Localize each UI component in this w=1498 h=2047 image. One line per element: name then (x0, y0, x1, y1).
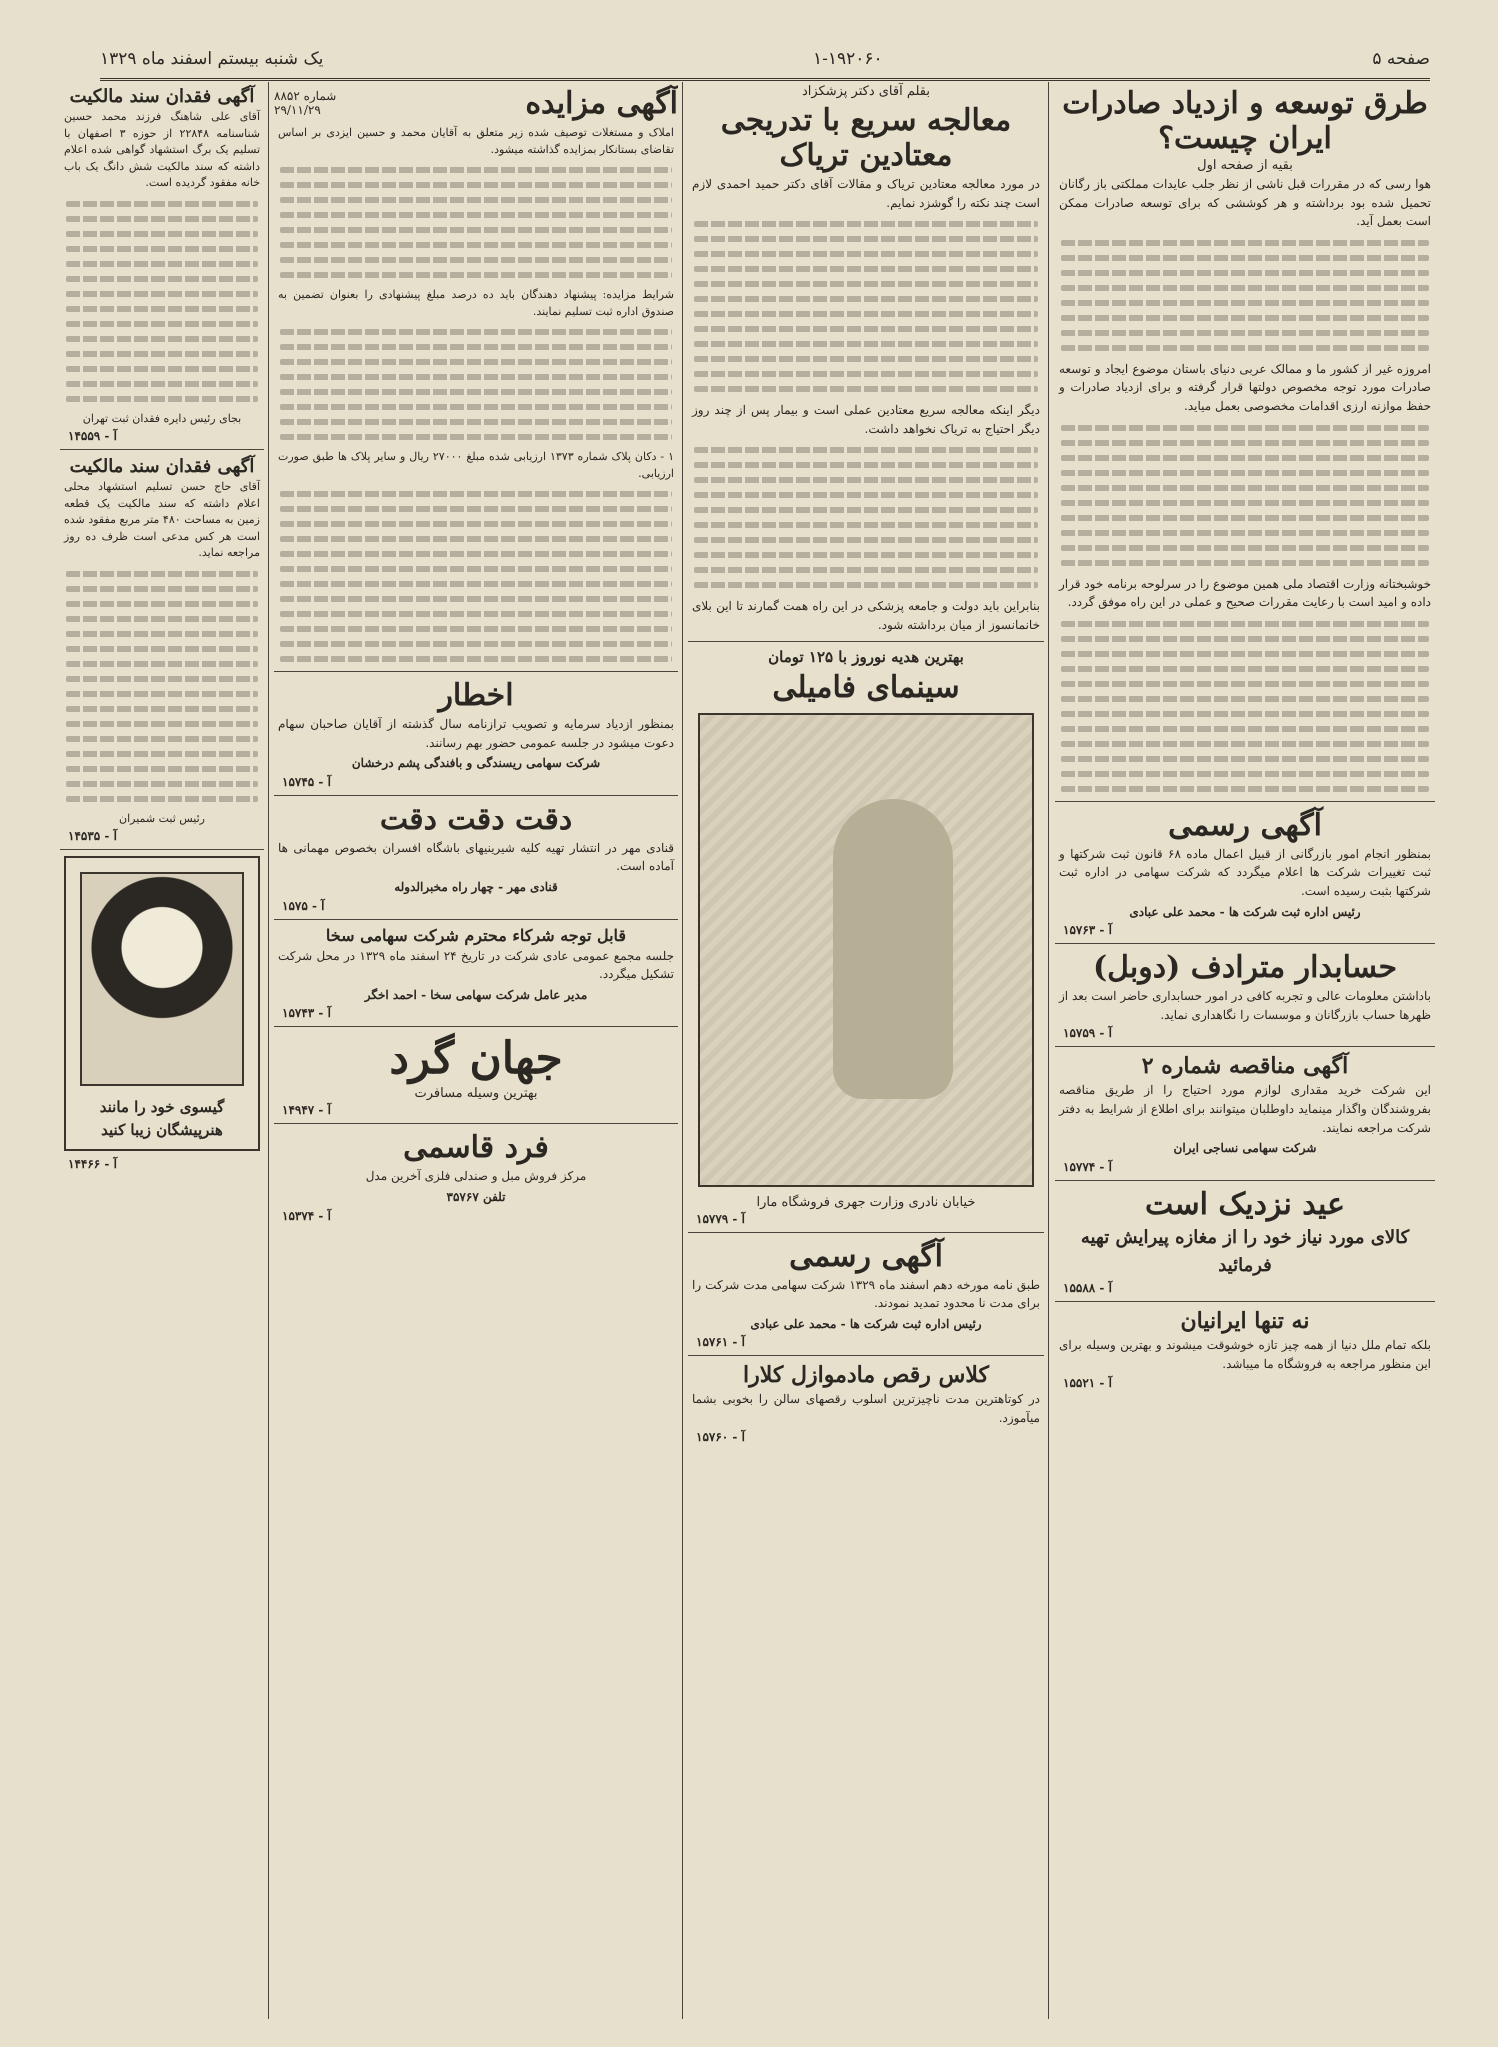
ad-body: بمنظور انجام امور بازرگانی از قبیل اعمال ماده ۶۸ قانون ثبت شرکتها و ثبت تغییرات شرکت ها اعلام میگردد که شرکت سهامی در اداره ثبت شرکتها بثبت رسیده است. (1059, 846, 1431, 898)
ad-title: نه تنها ایرانیان (1180, 1308, 1310, 1335)
ad-body: گیسوی خود را مانند هنرپیشگان زیبا کنید (99, 1098, 225, 1140)
text-lines (1061, 425, 1429, 566)
ad-body: کالای مورد نیاز خود را از مغازه پیرایش تهیه فرمائید (1080, 1226, 1410, 1276)
ad-body: مرکز فروش مبل و صندلی فلزی آخرین مدل (365, 1169, 587, 1184)
page-number: صفحه ۵ (1372, 49, 1430, 69)
article-body: بنابراین باید دولت و جامعه پزشکی در این راه همت گمارند تا این بلای خانمانسوز از میان برداشته شود. (692, 599, 1040, 632)
ad-signature: شرکت سهامی ریسندگی و بافندگی پشم درخشان (351, 756, 601, 771)
article-body: هوا رسی که در مقررات قبل ناشی از نظر جلب عایدات مملکتی باز رگانان تحمیل شده بود برداشته و هر کوششی که برای توسعه صادرات ممکن است بعمل آید. (1059, 177, 1431, 229)
portrait-illustration (80, 872, 244, 1086)
column-rule (1048, 82, 1049, 2019)
ad-signature: رئیس اداره ثبت شرکت ها - محمد علی عبادی (750, 1316, 982, 1331)
column-left (60, 82, 264, 2019)
ad-body: باداشتن معلومات عالی و تجربه کافی در امور حسابداری حاضر است بعد از ظهرها حساب بازرگانان و موسسات را نگاهداری نماید. (1059, 989, 1431, 1022)
continued-note: بقیه از صفحه اول (1197, 158, 1293, 173)
ad-signature: بجای رئیس دایره فقدان ثبت تهران (82, 411, 242, 425)
ad-code: آ - ۱۴۵۳۵ (68, 829, 117, 843)
ad-title: دقت دقت دقت (379, 801, 573, 837)
ad-body: شرایط مزایده: پیشنهاد دهندگان باید ده درصد مبلغ پیشنهادی را بعنوان تضمین به صندوق اداره ثبت تسلیم نمایند. (278, 288, 674, 318)
ad-code: آ - ۱۵۷۷۴ (1063, 1159, 1112, 1174)
text-lines (1061, 240, 1429, 351)
ad-title: آگهی فقدان سند مالکیت (69, 86, 255, 107)
article-body: خوشبختانه وزارت اقتصاد ملی همین موضوع را در سرلوحه برنامه خود قرار داده و امید است با رعایت مقررات صحیح و عملی در این راه موفق گردد. (1059, 576, 1431, 610)
ad-code: آ - ۱۵۵۸۸ (1063, 1281, 1112, 1296)
ad-title: حسابدار مترادف (دوبل) (1092, 950, 1398, 986)
ad-signature: مدیر عامل شرکت سهامی سخا - احمد اخگر (364, 987, 588, 1002)
ad-body: طبق نامه مورخه دهم اسفند ماه ۱۳۲۹ شرکت سهامی مدت شرکت را برای مدت نا محدود تمدید نمودند. (692, 1277, 1041, 1311)
ad-title: کلاس رقص مادموازل کلارا (742, 1362, 990, 1389)
notice-number: شماره ۸۸۵۲ (274, 88, 337, 103)
ad-title: فرد قاسمی (403, 1130, 549, 1166)
ad-body: ۱ - دکان پلاک شماره ۱۳۷۳ ارزیابی شده مبلغ ۲۷۰۰۰ ریال و سایر پلاک ها طبق صورت ارزیابی. (278, 450, 674, 480)
ad-code: آ - ۱۵۷۴۳ (282, 1006, 331, 1021)
ad-contact: تلفن ۳۵۷۶۷ (446, 1189, 506, 1204)
ad-code: آ - ۱۵۷۵۹ (1063, 1026, 1112, 1041)
ad-body: در کوتاهترین مدت ناچیزترین اسلوب رقصهای سالن را بخوبی بشما میآموزد. (692, 1392, 1040, 1425)
ad-code: آ - ۱۵۷۵ (282, 898, 325, 913)
text-lines (280, 491, 672, 662)
ad-title: آگهی فقدان سند مالکیت (69, 456, 255, 477)
ad-body: این شرکت خرید مقداری لوازم مورد احتیاج را از طریق مناقصه بفروشندگان واگذار مینماید داوطلبان میتوانند برای اطلاع از شرایط به دفتر شرکت مراجعه نمایند. (1059, 1083, 1431, 1135)
ad-signature: رئیس ثبت شمیران (119, 811, 205, 825)
text-lines (280, 167, 672, 278)
article-title: معالجه سریع با تدریجی معتادین تریاک (720, 103, 1012, 173)
ad-signature: شرکت سهامی نساجی ایران (1173, 1141, 1317, 1156)
ad-code: آ - ۱۴۹۴۷ (282, 1103, 331, 1118)
ad-body: جلسه مجمع عمومی عادی شرکت در تاریخ ۲۴ اسفند ماه ۱۳۲۹ در محل شرکت تشکیل میگردد. (278, 948, 675, 982)
text-lines (66, 571, 258, 802)
ad-code: آ - ۱۴۵۵۹ (68, 429, 117, 443)
ad-title: آگهی مزایده (525, 86, 678, 121)
ad-body: آقای علی شاهنگ فرزند محمد حسین شناسنامه ۲۲۸۴۸ از حوزه ۳ اصفهان با تسلیم یک برگ استشهاد گواهی شده اعلام داشته که سند مالکیت شش دانگ یک باب خانه مفقود گردیده است. (64, 110, 261, 189)
article-title: طرق توسعه و ازدیاد صادرات ایران چیست؟ (1062, 86, 1428, 156)
ad-signature: رئیس اداره ثبت شرکت ها - محمد علی عبادی (1129, 904, 1361, 919)
ad-title: آگهی رسمی (1168, 807, 1322, 843)
ad-code: آ - ۱۵۷۶۰ (696, 1429, 745, 1444)
ad-title: عید نزدیک است (1145, 1186, 1345, 1222)
ad-code: آ - ۱۵۵۲۱ (1063, 1375, 1112, 1390)
ad-code: آ - ۱۵۷۴۵ (282, 774, 331, 789)
ad-code: آ - ۱۵۷۶۳ (1063, 923, 1112, 938)
column-rule (268, 82, 269, 2019)
ad-body: آقای حاج حسن تسلیم استشهاد محلی اعلام داشته که سند مالکیت یک قطعه زمین به مساحت ۴۸۰ متر مربع مفقود شده است هر کس مدعی است ظرف ده روز مراجعه نماید. (64, 480, 260, 559)
masthead (100, 44, 1430, 81)
ad-address: خیابان نادری وزارت جهری فروشگاه مارا (756, 1194, 976, 1210)
column-center-right (688, 82, 1044, 2019)
ad-subtitle: سینمای فامیلی (772, 669, 960, 705)
ad-code: آ - ۱۵۷۶۱ (696, 1335, 745, 1350)
ad-title: قابل توجه شرکاء محترم شرکت سهامی سخا (325, 925, 627, 945)
ad-body: بلکه تمام ملل دنیا از همه چیز تازه خوشوقت میشوند و بهترین وسیله برای این منظور مراجعه به فروشگاه ما میباشد. (1059, 1338, 1431, 1372)
ad-signature: قنادی مهر - چهار راه مخبرالدوله (394, 879, 558, 894)
text-lines (280, 329, 672, 440)
ad-code: آ - ۱۵۷۷۹ (696, 1211, 745, 1226)
ad-title: جهان گرد (389, 1033, 563, 1085)
text-lines (66, 201, 258, 402)
ad-title: اخطار (438, 678, 514, 713)
column-center-left (274, 82, 678, 2019)
article-body: دیگر اینکه معالجه سریع معتادین عملی است و بیمار پس از چند روز دیگر احتیاج به تریاک نخواهد داشت. (692, 403, 1040, 436)
text-lines (694, 221, 1038, 392)
ad-body: املاک و مستغلات توصیف شده زیر متعلق به آقایان محمد و حسین ایزدی بر اساس تقاضای بستانکار بمزایده گذاشته میشود. (278, 126, 674, 156)
ad-code: آ - ۱۴۴۶۶ (68, 1156, 117, 1171)
ad-illustration (698, 713, 1034, 1187)
column-rule (682, 82, 683, 2019)
ad-body: بمنظور ازدیاد سرمایه و تصویب ترازنامه سال گذشته از آقایان صاحبان سهام دعوت میشود در جلسه عمومی حضور بهم رسانند. (278, 717, 674, 750)
article-byline: بقلم آقای دکتر پزشکزاد (801, 84, 931, 99)
ad-code: آ - ۱۵۳۷۴ (282, 1208, 331, 1223)
ad-subtitle: بهترین وسیله مسافرت (414, 1086, 538, 1102)
text-lines (694, 447, 1038, 588)
ad-box (64, 856, 260, 1151)
article-body: در مورد معالجه معتادین تریاک و مقالات آقای دکتر حمید احمدی لازم است چند نکته را گوشزد نمایم. (692, 177, 1040, 210)
issue-code: ۱-۱۹۲۰۶۰ (813, 49, 883, 69)
notice-date: ۲۹/۱۱/۲۹ (274, 102, 321, 117)
column-right (1055, 82, 1435, 2019)
ad-title: آگهی مناقصه شماره ۲ (1141, 1053, 1349, 1080)
article-body: امروزه غیر از کشور ما و ممالک عربی دنیای باستان موضوع ایجاد و توسعه صادرات مورد توجه مخصوص دولتها قرار گرفته و برای ازدیاد صادرات و حفظ موازنه ارزی اقدامات مخصوصی بعمل میاید. (1059, 361, 1431, 413)
ad-title: آگهی رسمی (789, 1238, 943, 1274)
ad-title: بهترین هدیه نوروز با ۱۲۵ تومان (768, 647, 964, 666)
text-lines (1061, 621, 1429, 792)
ad-body: قنادی مهر در انتشار تهیه کلیه شیرینیهای باشگاه افسران بخصوص مهمانی ها آماده است. (278, 840, 674, 874)
issue-date: یک شنبه بیستم اسفند ماه ۱۳۲۹ (100, 49, 324, 69)
